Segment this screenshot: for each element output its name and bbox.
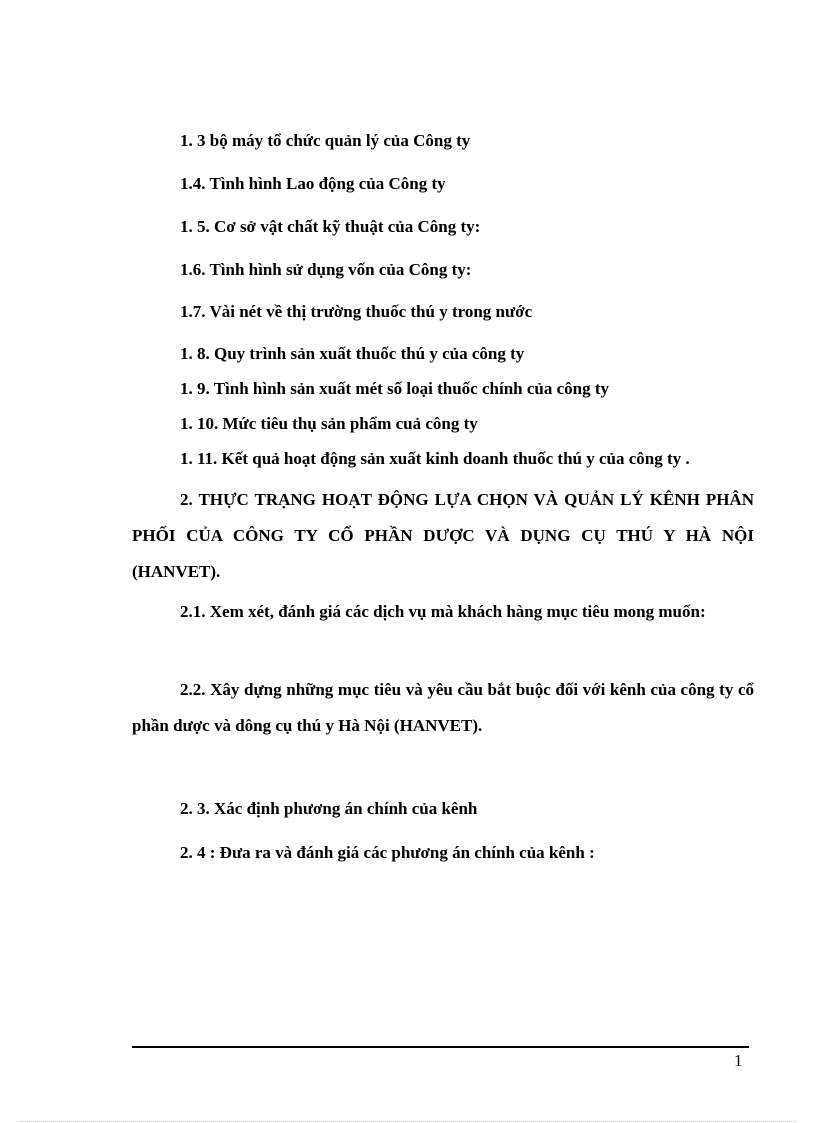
toc-item-2-3: 2. 3. Xác định phương án chính của kênh	[180, 799, 478, 818]
section-2-heading	[132, 482, 754, 590]
toc-item-2-1	[132, 594, 754, 630]
toc-item-2-1-text: 2.1. Xem xét, đánh giá các dịch vụ mà khách hàng mục tiêu mong muốn:	[180, 602, 706, 621]
toc-item-1-9: 1. 9. Tình hình sản xuất mét số loại thuốc chính của công ty	[180, 379, 610, 398]
footer-rule	[132, 1046, 749, 1048]
toc-item-1-5: 1. 5. Cơ sở vật chất kỹ thuật của Công ty:	[180, 217, 481, 236]
toc-item-1-4: 1.4. Tình hình Lao động của Công ty	[180, 174, 446, 193]
toc-item-2-2	[132, 672, 754, 744]
toc-item-2-4: 2. 4 : Đưa ra và đánh giá các phương án chính của kênh :	[180, 843, 595, 862]
page-bottom-edge	[20, 1121, 796, 1122]
toc-item-1-10: 1. 10. Mức tiêu thụ sản phẩm cuả công ty	[180, 414, 478, 433]
toc-item-1-7: 1.7. Vài nét về thị trường thuốc thú y trong nước	[180, 302, 533, 321]
toc-item-2-2-text: 2.2. Xây dựng những mục tiêu và yêu cầu bắt buộc đối với kênh của công ty cổ phần dược và dông cụ thú y Hà Nội (HANVET).	[132, 680, 754, 735]
toc-item-1-11: 1. 11. Kết quả hoạt động sản xuất kinh doanh thuốc thú y của công ty .	[180, 449, 690, 468]
toc-item-1-6: 1.6. Tình hình sử dụng vốn của Công ty:	[180, 260, 472, 279]
section-2-heading-text: 2. THỰC TRẠNG HOẠT ĐỘNG LỰA CHỌN VÀ QUẢN LÝ KÊNH PHÂN PHỐI CỦA CÔNG TY CỔ PHẦN DƯỢC VÀ DỤNG CỤ THÚ Y HÀ NỘI (HANVET).	[132, 490, 754, 581]
toc-item-1-3: 1. 3 bộ máy tổ chức quản lý của Công ty	[180, 131, 471, 150]
page-number: 1	[734, 1051, 743, 1070]
toc-item-1-8: 1. 8. Quy trình sản xuất thuốc thú y của công ty	[180, 344, 525, 363]
